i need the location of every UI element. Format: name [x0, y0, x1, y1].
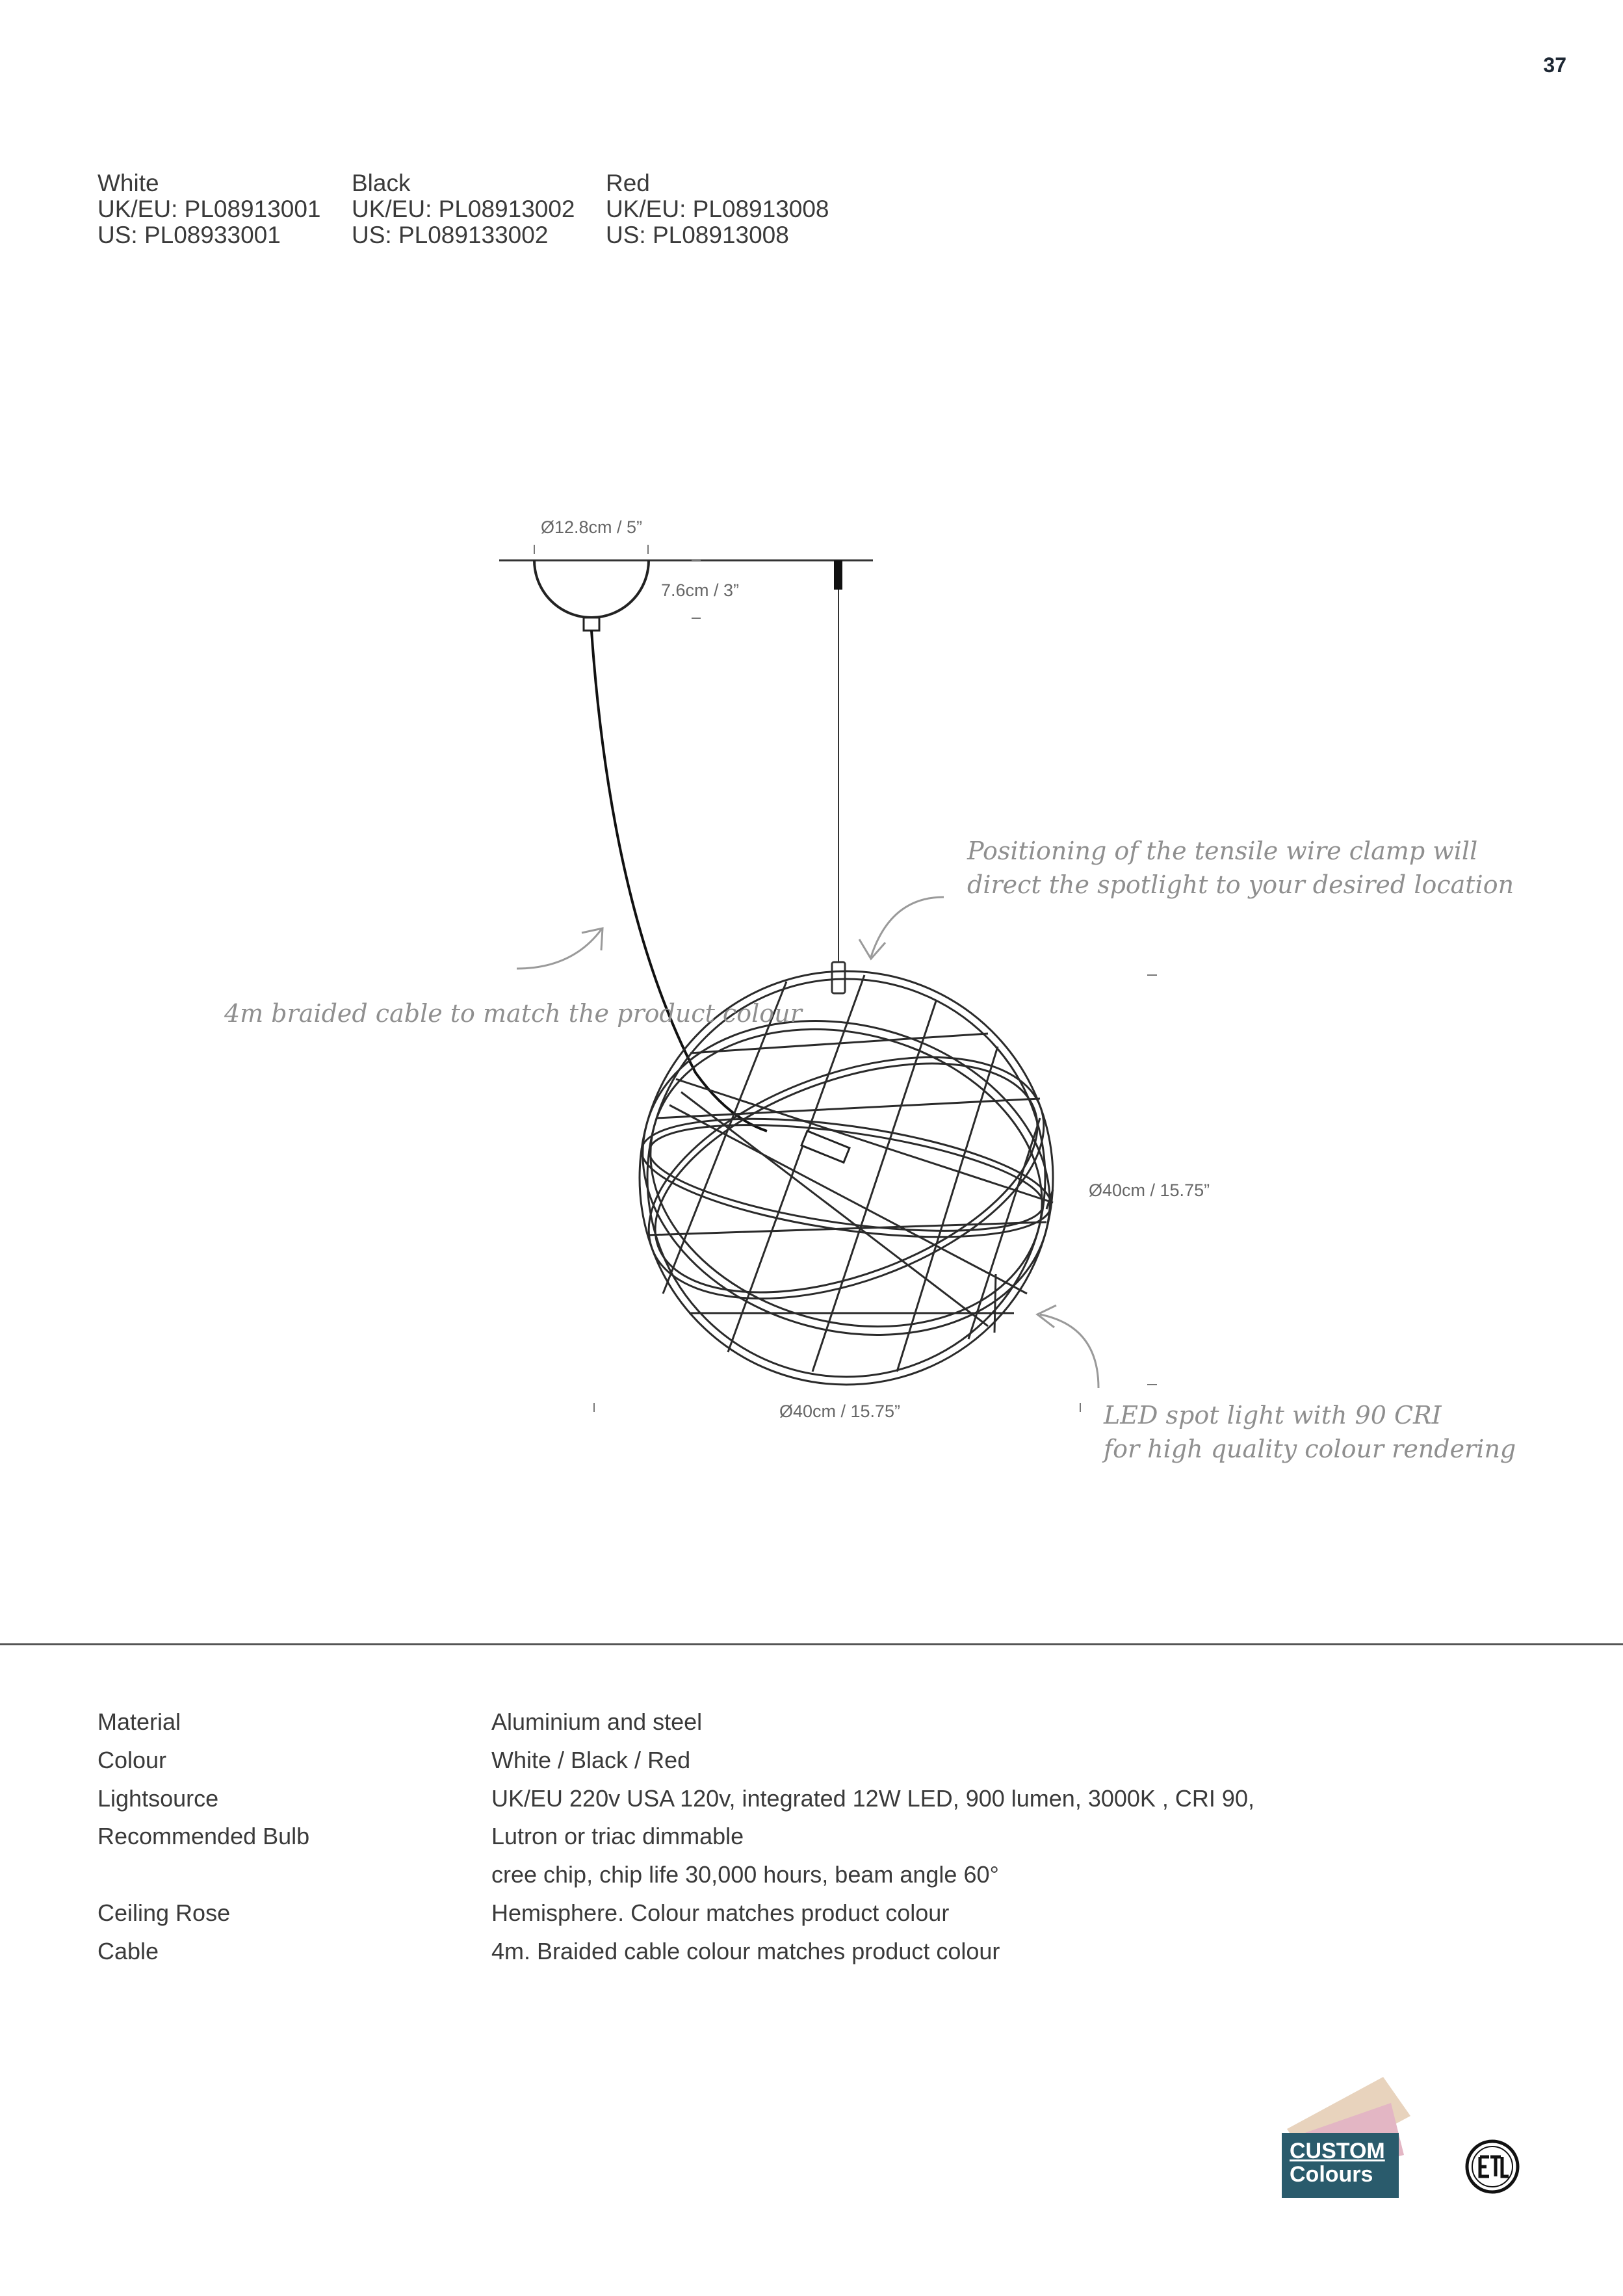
- spec-label: Ceiling Rose: [97, 1899, 231, 1926]
- dim-ceiling-rose-width: Ø12.8cm / 5”: [540, 517, 643, 537]
- spec-value: White / Black / Red: [491, 1746, 691, 1773]
- spec-row: [97, 1742, 1462, 1780]
- dim-ceiling-rose-height: 7.6cm / 3”: [661, 581, 740, 600]
- wire-clamp: [832, 962, 845, 993]
- arrow-led-note: [1040, 1314, 1098, 1388]
- custom-label-line-1: CUSTOM: [1290, 2139, 1385, 2163]
- custom-colours-label: [1282, 2133, 1399, 2198]
- variant-color: Red: [606, 170, 650, 196]
- spec-value: UK/EU 220v USA 120v, integrated 12W LED, 900 lumen, 3000K , CRI 90,: [491, 1784, 1254, 1812]
- variant-color: White: [97, 170, 159, 196]
- spec-value: Aluminium and steel: [491, 1708, 703, 1735]
- etl-listed-icon: [1464, 2139, 1520, 2195]
- section-divider: [0, 1643, 1623, 1645]
- led-spot-head: [801, 1131, 850, 1162]
- variant-us-code: US: PL08913008: [606, 222, 789, 248]
- sphere-cage: [607, 971, 1085, 1385]
- spec-label: Recommended Bulb: [97, 1823, 310, 1850]
- spec-row: [97, 1703, 1462, 1742]
- spec-value: Hemisphere. Colour matches product colour: [491, 1899, 950, 1926]
- spec-row: [97, 1933, 1462, 1971]
- note-led-line-1: LED spot light with 90 CRI: [1104, 1401, 1442, 1429]
- spec-row: [97, 1818, 1462, 1856]
- spec-label: Colour: [97, 1746, 167, 1773]
- variant-us-code: US: PL089133002: [352, 222, 549, 248]
- spec-value: cree chip, chip life 30,000 hours, beam angle 60°: [491, 1861, 999, 1888]
- custom-colours-badge: [1274, 2077, 1417, 2200]
- arrow-cable-note: [517, 930, 601, 969]
- page-number: 37: [1543, 53, 1566, 77]
- cable-grip: [584, 618, 599, 631]
- specifications-table: [97, 1703, 1462, 1971]
- spec-label: Cable: [97, 1937, 159, 1964]
- custom-label-line-2: Colours: [1290, 2162, 1373, 2187]
- spec-row: [97, 1856, 1462, 1894]
- spec-row: [97, 1894, 1462, 1933]
- ceiling-rose: [534, 560, 649, 618]
- spec-label: Lightsource: [97, 1784, 219, 1812]
- arrow-clamp-note: [871, 897, 944, 957]
- note-led-line-2: for high quality colour rendering: [1104, 1435, 1516, 1463]
- spec-value: 4m. Braided cable colour matches product colour: [491, 1937, 1000, 1964]
- variant-uk-eu-code: UK/EU: PL08913002: [352, 196, 575, 222]
- variant-color: Black: [352, 170, 411, 196]
- note-cable: 4m braided cable to match the product colour: [224, 999, 802, 1028]
- dim-sphere-width: Ø40cm / 15.75”: [779, 1402, 901, 1421]
- note-clamp-line-1: Positioning of the tensile wire clamp will: [967, 837, 1478, 865]
- spec-row: [97, 1780, 1462, 1818]
- variant-uk-eu-code: UK/EU: PL08913008: [606, 196, 829, 222]
- variant-uk-eu-code: UK/EU: PL08913001: [97, 196, 321, 222]
- note-clamp-line-2: direct the spotlight to your desired location: [967, 870, 1514, 899]
- spec-label: Material: [97, 1708, 181, 1735]
- wire-clamp-top: [834, 560, 842, 590]
- dim-sphere-height: Ø40cm / 15.75”: [1089, 1181, 1210, 1200]
- variant-us-code: US: PL08933001: [97, 222, 281, 248]
- spec-value: Lutron or triac dimmable: [491, 1823, 744, 1850]
